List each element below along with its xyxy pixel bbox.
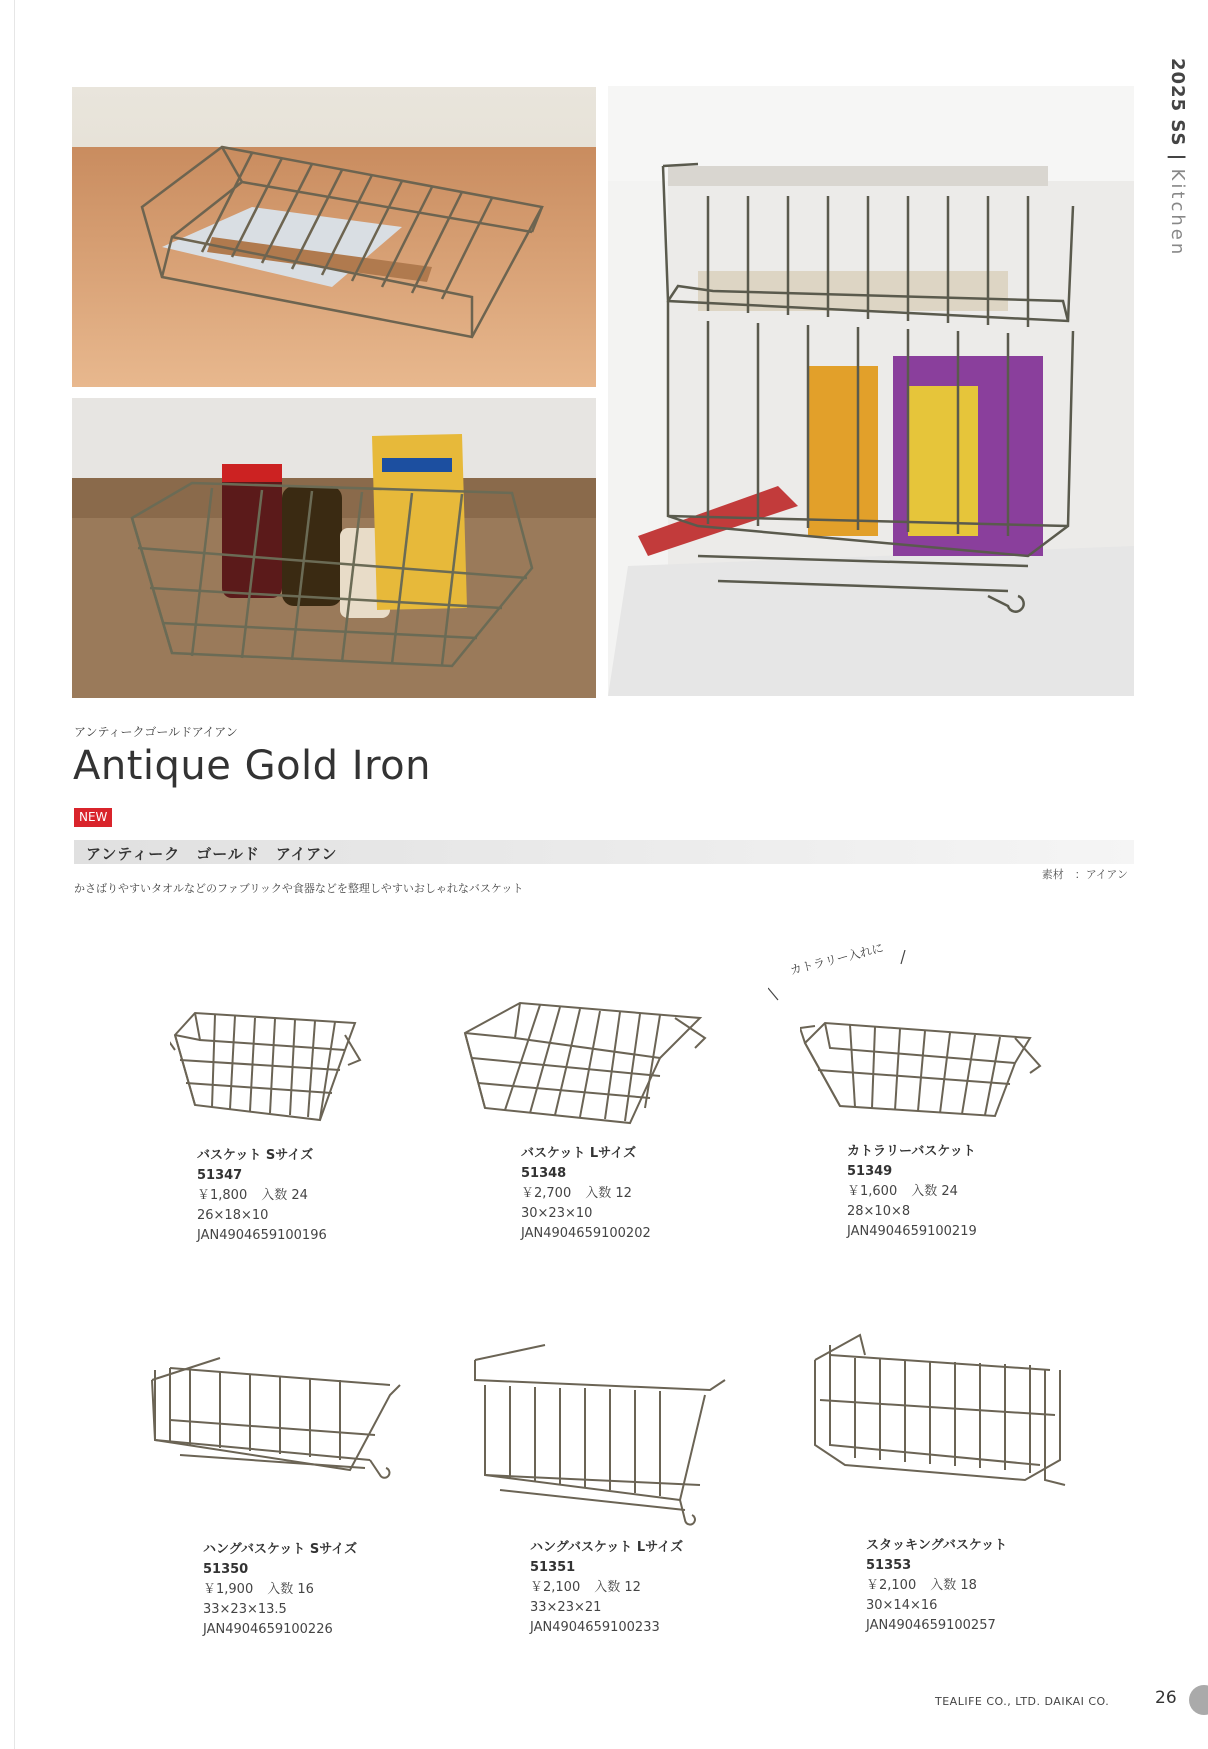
product-size: 28×10×8	[847, 1204, 911, 1219]
product-51347	[197, 1146, 327, 1246]
product-51353	[866, 1536, 1007, 1636]
product-name: ハングバスケット Sサイズ	[203, 1542, 358, 1557]
product-qty: 入数 12	[585, 1186, 632, 1201]
product-size: 33×23×13.5	[203, 1602, 287, 1617]
product-size: 30×23×10	[521, 1206, 593, 1221]
product-51349	[847, 1142, 977, 1242]
product-qty: 入数 18	[930, 1578, 977, 1593]
season-label: 2025 SS	[1167, 58, 1188, 147]
stacking-basket-image	[810, 1330, 1070, 1490]
product-code: 51351	[530, 1560, 576, 1575]
product-price: ￥2,100	[530, 1580, 581, 1595]
product-51348	[521, 1144, 651, 1244]
product-name: スタッキングバスケット	[866, 1538, 1008, 1553]
basket-s-image	[170, 1005, 370, 1125]
hang-basket-s-image	[150, 1350, 410, 1480]
product-qty: 入数 16	[267, 1582, 314, 1597]
cutlery-callout	[768, 940, 918, 1010]
product-size: 30×14×16	[866, 1598, 938, 1613]
cutlery-basket-image	[800, 1018, 1050, 1118]
new-badge: NEW	[74, 808, 112, 827]
season-category-label	[1166, 58, 1188, 278]
product-jan: JAN4904659100202	[521, 1226, 651, 1241]
basket-jars-photo	[72, 398, 596, 698]
product-jan: JAN4904659100233	[530, 1620, 660, 1635]
product-qty: 入数 12	[594, 1580, 641, 1595]
category-label: Kitchen	[1167, 168, 1188, 258]
product-jan: JAN4904659100257	[866, 1618, 996, 1633]
product-name: バスケット Lサイズ	[521, 1146, 637, 1161]
label-separator: |	[1167, 153, 1188, 162]
series-bar-label: アンティーク ゴールド アイアン	[86, 845, 338, 863]
product-size: 33×23×21	[530, 1600, 602, 1615]
product-name: カトラリーバスケット	[847, 1144, 976, 1159]
page-margin-rule	[14, 0, 15, 1749]
cutlery-basket-photo	[72, 87, 596, 387]
product-price: ￥1,900	[203, 1582, 254, 1597]
page-tab-marker	[1189, 1685, 1208, 1715]
series-description: かさばりやすいタオルなどのファブリックや食器などを整理しやすいおしゃれなバスケット	[74, 882, 524, 895]
series-name-kana: アンティークゴールドアイアン	[74, 725, 238, 739]
series-bar	[74, 840, 1134, 864]
product-size: 26×18×10	[197, 1208, 269, 1223]
product-price: ￥2,700	[521, 1186, 572, 1201]
company-footer: TEALIFE CO., LTD. DAIKAI CO.	[935, 1695, 1110, 1708]
product-jan: JAN4904659100196	[197, 1228, 327, 1243]
product-name: ハングバスケット Lサイズ	[530, 1540, 684, 1555]
hang-basket-l-image	[470, 1340, 730, 1530]
product-code: 51353	[866, 1558, 912, 1573]
product-51350	[203, 1540, 357, 1640]
product-code: 51350	[203, 1562, 249, 1577]
product-code: 51348	[521, 1166, 567, 1181]
basket-l-image	[460, 998, 710, 1128]
product-price: ￥1,600	[847, 1184, 898, 1199]
product-qty: 入数 24	[911, 1184, 958, 1199]
material-label: 素材 ：アイアン	[1041, 868, 1128, 881]
callout-text: カトラリー入れに	[788, 940, 886, 978]
product-name: バスケット Sサイズ	[197, 1148, 314, 1163]
product-jan: JAN4904659100226	[203, 1622, 333, 1637]
product-code: 51347	[197, 1168, 243, 1183]
series-title: Antique Gold Iron	[73, 743, 431, 789]
product-qty: 入数 24	[261, 1188, 308, 1203]
product-jan: JAN4904659100219	[847, 1224, 977, 1239]
hang-basket-photo	[608, 86, 1134, 696]
product-51351	[530, 1538, 683, 1638]
product-price: ￥2,100	[866, 1578, 917, 1593]
product-price: ￥1,800	[197, 1188, 248, 1203]
page-number: 26	[1155, 1688, 1177, 1708]
product-code: 51349	[847, 1164, 893, 1179]
